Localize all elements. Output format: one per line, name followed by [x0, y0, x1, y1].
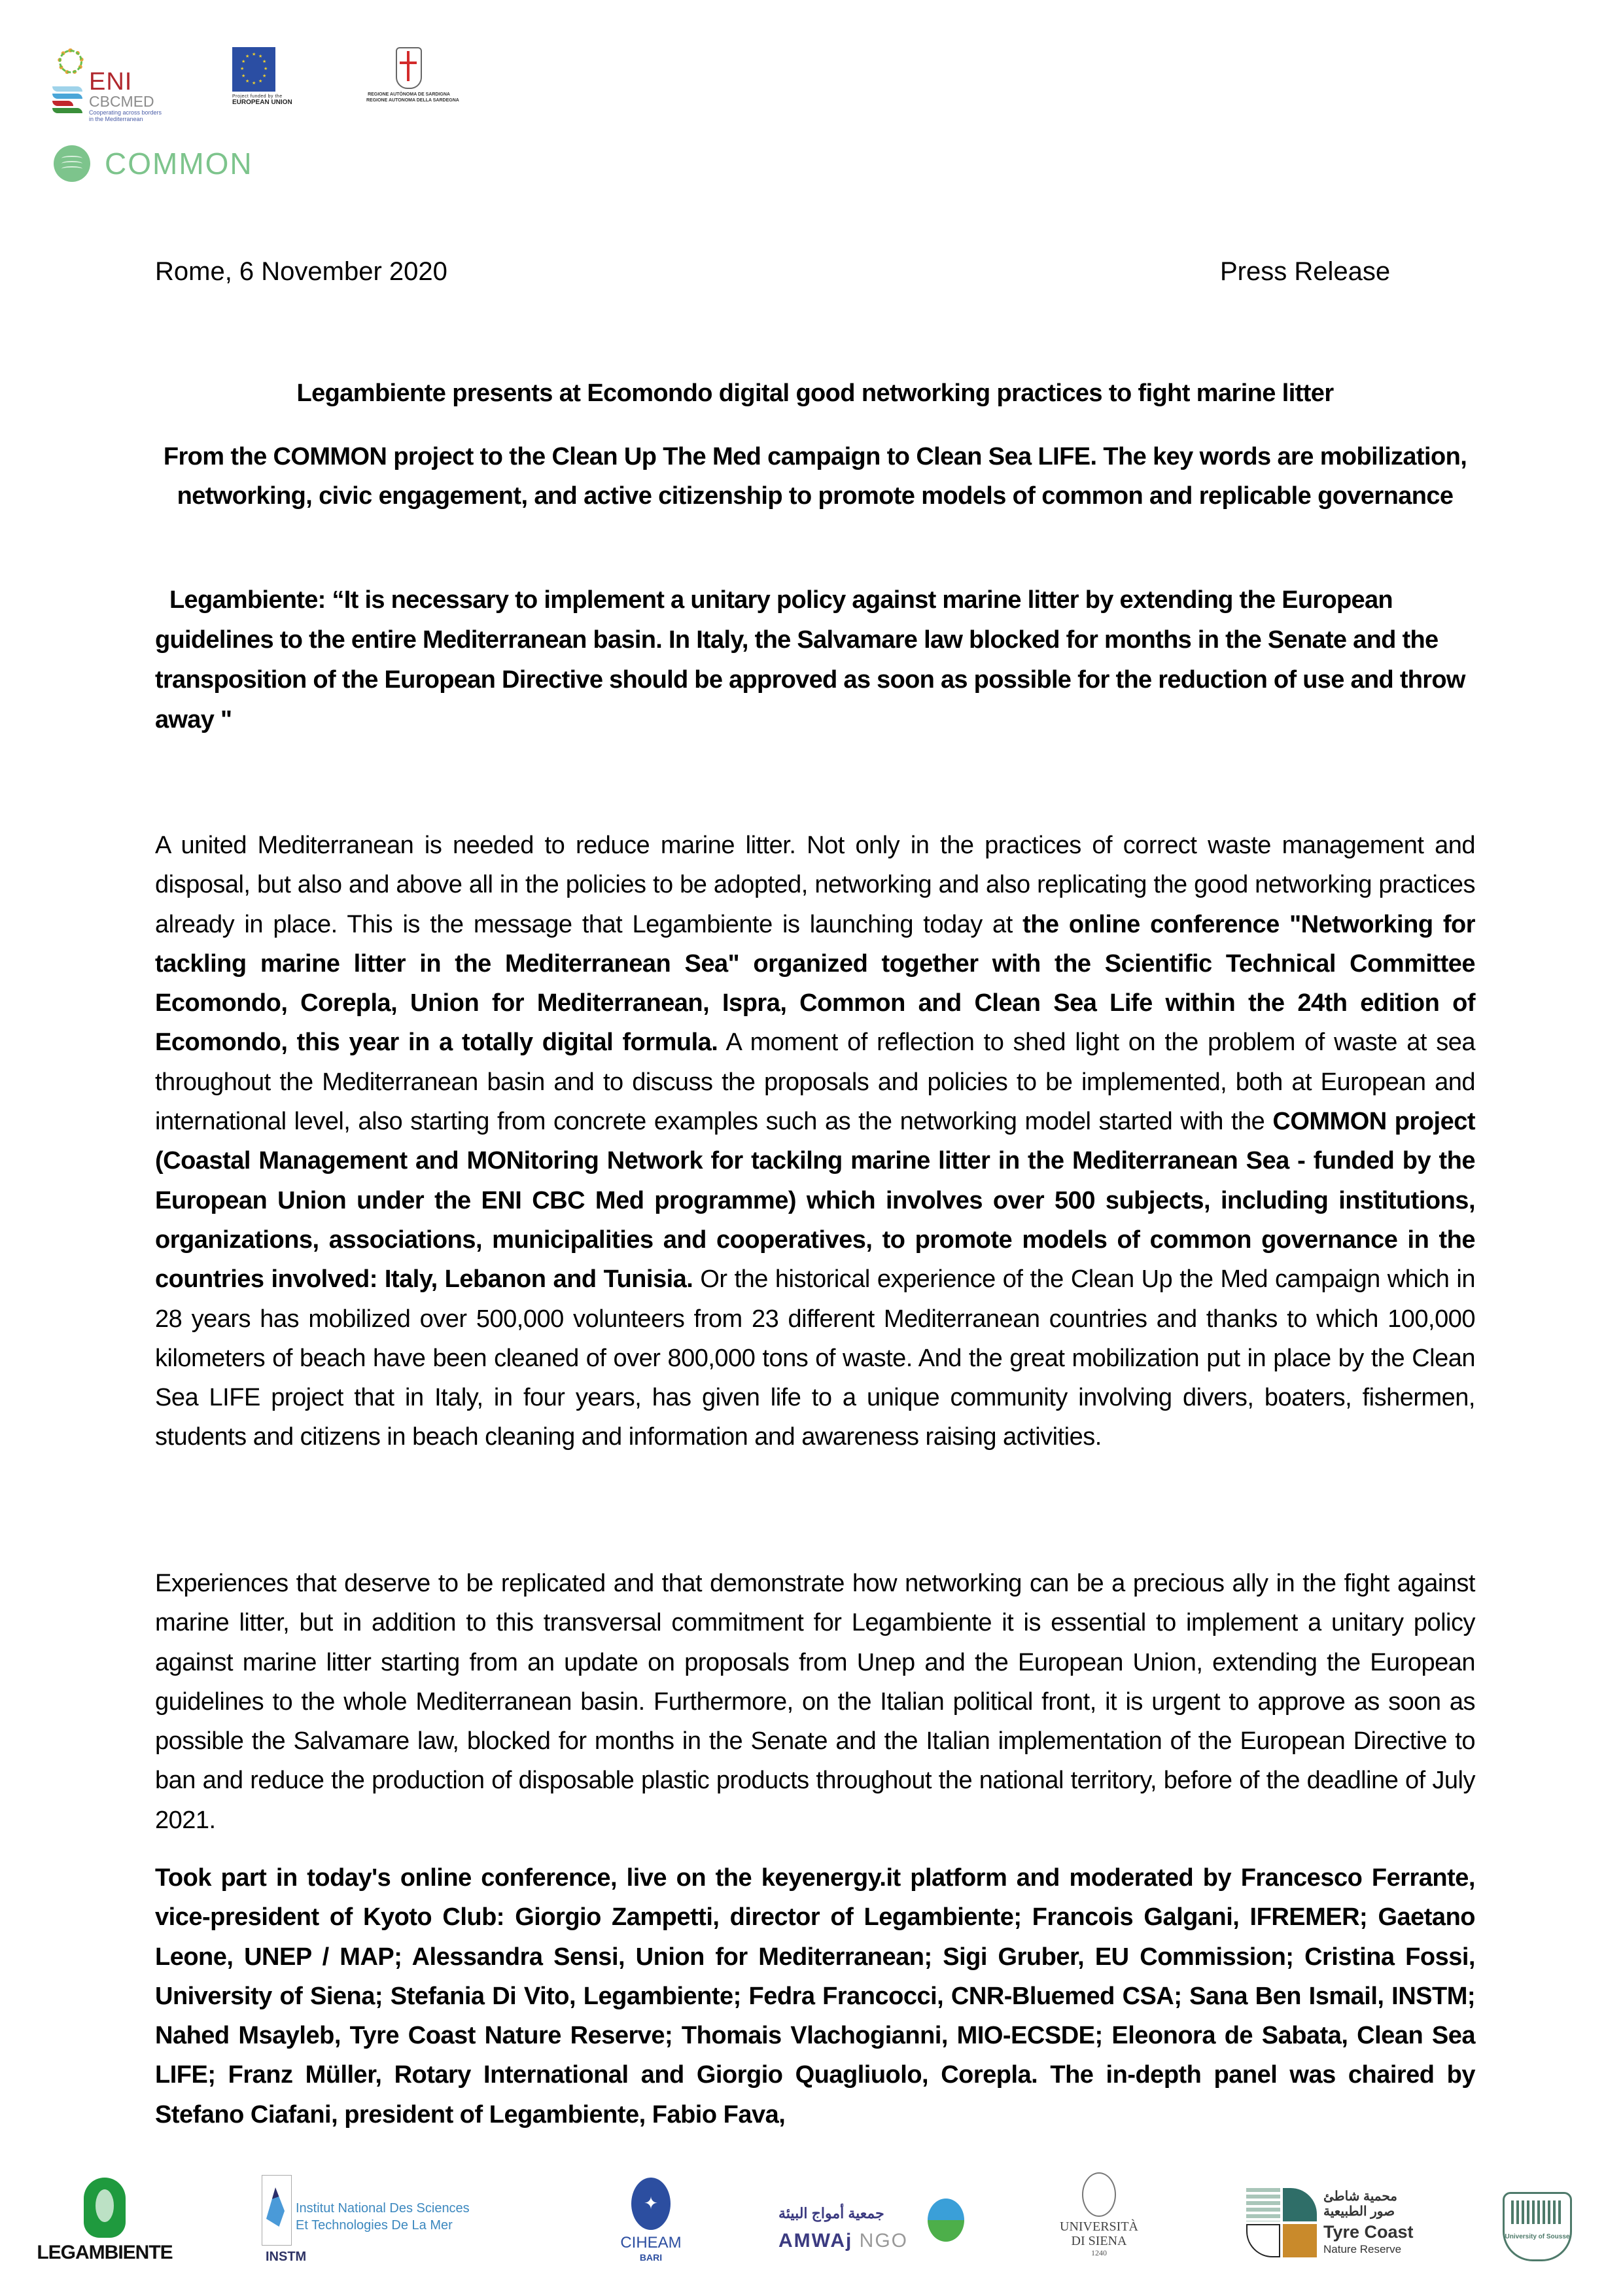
eu-caption-top: Project funded by the: [232, 94, 283, 99]
document-type: Press Release: [1220, 257, 1391, 286]
eni-sun-icon: [58, 48, 84, 75]
common-logo-name: COMMON: [105, 147, 253, 181]
ciheam-sub: BARI: [639, 2252, 663, 2263]
instm-line2: Et Technologies De La Mer: [296, 2218, 453, 2233]
legambiente-logo-name: LEGAMBIENTE: [37, 2242, 173, 2263]
legambiente-quote: Legambiente: “It is necessary to implement a unitary policy against marine litter by extending the European guidelines to the entire Mediterranean basin. In Italy, the Salvamare law blocked for months in the Senate and the transposition of the European Directive should be approved as soon as possible for the reduction of use and throw away ": [155, 586, 1465, 733]
p1-text-1: A united Mediterranean is needed to reduce marine litter. Not only in the practices of correct waste management and disposal, but also and above all in the policies to be adopted, networking and also replicating the good networking practices already in place. This is the message that Legambiente is launching today at: [155, 832, 1475, 938]
place-date: Rome, 6 November 2020: [155, 257, 447, 286]
eu-logo: [232, 47, 292, 106]
sardegna-logo: [366, 47, 459, 104]
legambiente-swan-icon: [84, 2178, 126, 2238]
siena-line2: DI SIENA: [1071, 2234, 1127, 2248]
sardegna-line2: REGIONE AUTONOMA DELLA SARDEGNA: [366, 98, 459, 103]
siena-seal-icon: [1082, 2172, 1116, 2217]
p1-text-3: Or the historical experience of the Clean Up the Med campaign which in 28 years has mobilized over 500,000 volunteers from 23 different Mediterranean countries and thanks to which 100,000 kilometers of beach have been cleaned of over 800,000 tons of waste. And the great mobilization put in place by the Clean Sea LIFE project that in Italy, in four years, has given life to a unique community involving divers, boaters, fishermen, students and citizens in beach cleaning and information and awareness raising activities.: [155, 1265, 1475, 1451]
common-waves-icon: [54, 145, 90, 182]
tyre-coast-emblem-icon: [1246, 2188, 1318, 2257]
amwaj-arabic: جمعية أمواج البيئة: [778, 2205, 884, 2221]
siena-line1: UNIVERSITÀ: [1060, 2219, 1138, 2234]
tyre-arabic-1: محمية شاطئ: [1323, 2189, 1397, 2204]
partner-logos-footer: [0, 2159, 1623, 2296]
eni-cbcmed-logo: [52, 46, 209, 122]
tyre-arabic: [1323, 2189, 1397, 2219]
eu-flag-icon: ★ ★ ★ ★ ★ ★ ★ ★ ★ ★ ★ ★: [232, 47, 275, 92]
tyre-arabic-2: صور الطبيعية: [1323, 2204, 1395, 2219]
amwaj-name: AMWAj: [778, 2230, 853, 2252]
university-of-siena-logo: [1053, 2172, 1145, 2258]
eu-caption-bottom: EUROPEAN UNION: [232, 99, 292, 106]
instm-emblem-icon: [262, 2175, 292, 2246]
amwaj-globe-icon: [928, 2199, 964, 2242]
body-paragraph-participants: Took part in today's online conference, live on the keyenergy.it platform and moderated by Francesco Ferrante, vice-president of Kyoto Club: Giorgio Zampetti, director of Legambiente; Francois Galgani, IFREMER; Gaetano Leone, UNEP / MAP; Alessandra Sensi, Union for Mediterranean; Sigi Gruber, EU Commission; Cristina Fossi, University of Siena; Stefania Di Vito, Legambiente; Fedra Francocci, CNR-Bluemed CSA; Sana Ben Ismail, INSTM; Nahed Msayleb, Tyre Coast Nature Reserve; Thomais Vlachogianni, MIO-ECSDE; Eleonora de Sabata, Clean Sea LIFE; Franz Müller, Rotary International and Giorgio Quagliuolo, Corepla. The in-depth panel was chaired by Stefano Ciafani, president of Legambiente, Fabio Fava,: [155, 1864, 1475, 2128]
eni-waves-icon: [52, 86, 82, 115]
sardegna-crest-icon: [396, 47, 422, 89]
instm-logo-text: [296, 2200, 470, 2234]
instm-line1: Institut National Des Sciences: [296, 2201, 470, 2216]
sousse-crest-icon: [1503, 2192, 1572, 2261]
eni-logo-sub: CBCMED: [89, 93, 154, 110]
tyre-name: Tyre Coast: [1323, 2222, 1414, 2242]
amwaj-name-row: [778, 2230, 908, 2252]
sousse-name: University of Sousse: [1505, 2233, 1570, 2240]
body-paragraph-1: [155, 826, 1475, 1457]
siena-year: 1240: [1091, 2248, 1107, 2257]
ciheam-logo: [612, 2172, 690, 2263]
sardegna-line1: REGIONE AUTÒNOMA DE SARDIGNA: [368, 92, 450, 97]
p1-bold-conference: the online conference "Networking for tackling marine litter in the Mediterranean Sea" organized together with the Scientific Technical Committee Ecomondo, Corepla, Union for Mediterranean, Ispra, Common and Clean Sea Life within the 24th edition of Ecomondo, this year in a totally digital formula.: [155, 910, 1475, 1057]
university-of-sousse-logo: [1498, 2172, 1577, 2261]
eni-logo-name: ENI: [89, 68, 133, 96]
p1-bold-common-project: COMMON project (Coastal Management and MONitoring Network for tackilng marine litter in the Mediterranean Sea - funded by the European Union under the ENI CBC Med programme) which involves over 500 subjects, including institutions, organizations, associations, municipalities and cooperatives, to promote models of common governance in the countries involved: Italy, Lebanon and Tunisia.: [155, 1108, 1475, 1294]
tyre-sub: Nature Reserve: [1323, 2243, 1402, 2255]
p1-text-2: A moment of reflection to shed light on the problem of waste at sea throughout the Mediterranean basin and to discuss the proposals and policies to be implemented, both at European and international level, also starting from concrete examples such as the networking model started with the: [155, 1029, 1475, 1136]
common-logo: [54, 145, 253, 182]
press-release-subtitle: From the COMMON project to the Clean Up The Med campaign to Clean Sea LIFE. The key words are mobilization, networking, civic engagement, and active citizenship to promote models of common and replicable governance: [163, 443, 1467, 510]
ciheam-name: CIHEAM: [620, 2234, 682, 2252]
legambiente-logo: [26, 2172, 183, 2264]
instm-abbr: INSTM: [266, 2250, 307, 2264]
eni-logo-tagline: Cooperating across borders in the Mediterranean: [89, 109, 162, 122]
ciheam-seal-icon: [631, 2178, 671, 2230]
press-release-title: Legambiente presents at Ecomondo digital good networking practices to fight marine litter: [296, 380, 1334, 407]
amwaj-suffix: NGO: [859, 2230, 909, 2252]
body-paragraph-2: Experiences that deserve to be replicated and that demonstrate how networking can be a precious ally in the fight against marine litter, but in addition to this transversal commitment for Legambiente it is essential to implement a unitary policy against marine litter starting from an update on proposals from Unep and the European Union, extending the European guidelines to the whole Mediterranean basin. Furthermore, on the Italian political front, it is urgent to approve as soon as possible the Salvamare law, blocked for months in the Senate and the Italian implementation of the European Directive to ban and reduce the production of disposable plastic products throughout the national territory, before of the deadline of July 2021.: [155, 1570, 1475, 1834]
